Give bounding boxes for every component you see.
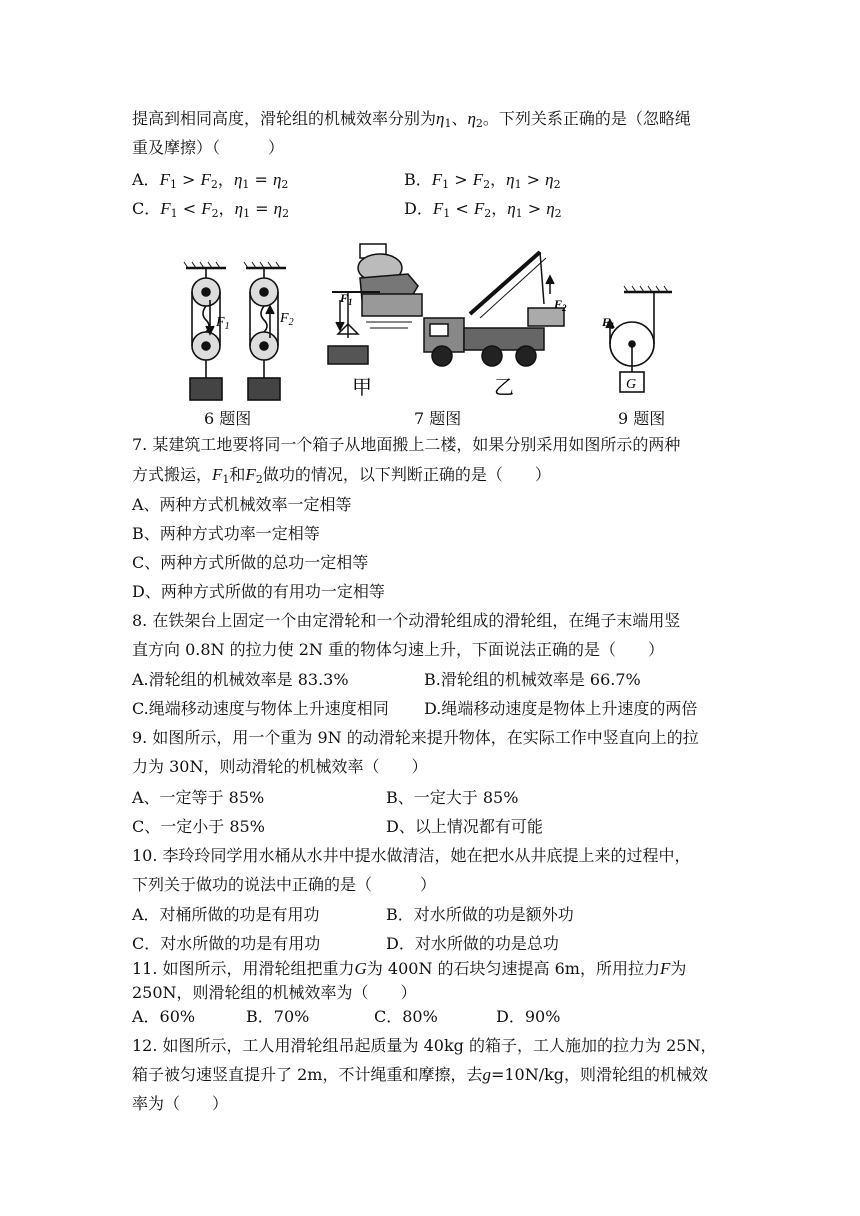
subscript: 1 <box>170 207 178 220</box>
q6-text-b: 。下列关系正确的是（忽略绳 <box>482 109 691 128</box>
subscript: 2 <box>553 178 561 191</box>
q9-option-c[interactable]: C、一定小于 85% <box>132 817 265 836</box>
q11-line-1 <box>132 958 686 980</box>
separator: ， <box>218 199 235 218</box>
figure-7-yi-label: 乙 <box>494 377 514 399</box>
subscript: 1 <box>444 117 452 130</box>
q10-option-b[interactable]: B．对水所做的功是额外功 <box>386 905 574 924</box>
q7-and: 和 <box>229 465 246 484</box>
subscript: 1 <box>442 178 450 191</box>
q9-option-b[interactable]: B、一定大于 85% <box>386 788 519 807</box>
q6-option-b[interactable] <box>404 169 561 191</box>
subscript: 2 <box>475 117 483 130</box>
f-symbol: F <box>432 199 444 218</box>
f-symbol: F <box>245 465 256 484</box>
q8-option-a[interactable]: A.滑轮组的机械效率是 83.3% <box>132 670 349 689</box>
subscript: 1 <box>515 207 523 220</box>
subscript: 1 <box>222 473 230 486</box>
q7-line-1: 7. 某建筑工地要将同一个箱子从地面搬上二楼，如果分别采用如图所示的两种 <box>132 435 681 454</box>
caption-figure-7: 7 题图 <box>414 409 462 428</box>
subscript: 1 <box>243 207 251 220</box>
operator: = <box>250 199 274 218</box>
subscript: 2 <box>483 178 491 191</box>
q7-text-b: 做功的情况，以下判断正确的是（ ） <box>262 465 551 484</box>
caption-figure-6: 6 题图 <box>204 409 252 428</box>
q6-line-2: 重及摩擦）（ ） <box>132 138 285 157</box>
subscript: 2 <box>282 207 290 220</box>
eta-symbol: η <box>436 109 445 128</box>
eta-symbol: η <box>233 170 243 189</box>
figure-9-movable-pulley <box>606 286 672 392</box>
subscript: 1 <box>169 178 177 191</box>
fig9-f-label: $F_1$ <box>602 315 615 331</box>
eta-symbol: η <box>545 170 554 189</box>
q10-line-1: 10. 李玲玲同学用水桶从水井中提水做清洁，她在把水从井底提上来的过程中， <box>132 846 691 865</box>
q10-option-d[interactable]: D．对水所做的功是总功 <box>386 934 559 953</box>
f2-label: $F_2$ <box>280 311 294 328</box>
yi-f2-label: $F_2$ <box>554 297 567 313</box>
separator: ， <box>217 170 234 189</box>
q10-option-a[interactable]: A．对桶所做的功是有用功 <box>132 905 320 924</box>
f-symbol: F <box>472 170 484 189</box>
figure-6-pulley-systems <box>184 262 286 400</box>
f-symbol: F <box>431 170 443 189</box>
q11-option-a[interactable]: A．60% <box>132 1007 196 1026</box>
option-label: B． <box>404 170 432 189</box>
q9-line-2: 力为 30N，则动滑轮的机械效率（ ） <box>132 757 428 776</box>
subscript: 2 <box>211 207 219 220</box>
figures-strip <box>0 238 860 408</box>
q11-text-b: 为 400N 的石块匀速提高 6m，所用拉力 <box>366 959 660 978</box>
eta-symbol: η <box>546 199 555 218</box>
jia-f1-label: $F_1$ <box>340 291 353 307</box>
q10-option-c[interactable]: C．对水所做的功是有用功 <box>132 934 321 953</box>
eta-symbol: η <box>507 199 516 218</box>
operator: = <box>249 170 273 189</box>
fig9-g-label: G <box>626 377 637 392</box>
q6-option-d[interactable] <box>404 198 562 220</box>
q11-line-2: 250N，则滑轮组的机械效率为（ ） <box>132 983 417 1002</box>
option-label: D． <box>404 199 433 218</box>
subscript: 1 <box>443 207 451 220</box>
q8-line-1: 8. 在铁架台上固定一个由定滑轮和一个动滑轮组成的滑轮组，在绳子末端用竖 <box>132 611 681 630</box>
q6-option-c[interactable] <box>132 198 289 220</box>
q6-text-a: 提高到相同高度，滑轮组的机械效率分别为 <box>132 109 437 128</box>
f-symbol: F <box>159 170 170 189</box>
q8-line-2: 直方向 0.8N 的拉力使 2N 重的物体匀速上升，下面说法正确的是（ ） <box>132 640 664 659</box>
subscript: 2 <box>554 207 562 220</box>
option-label: A． <box>132 170 160 189</box>
q7-option-c[interactable]: C、两种方式所做的总功一定相等 <box>132 553 369 572</box>
q8-option-b[interactable]: B.滑轮组的机械效率是 66.7% <box>424 670 641 689</box>
q7-option-b[interactable]: B、两种方式功率一定相等 <box>132 524 320 543</box>
operator: < <box>450 199 474 218</box>
f-symbol: F <box>473 199 485 218</box>
q12-text-b: =10N/kg，则滑轮组的机械效 <box>490 1065 709 1084</box>
subscript: 2 <box>255 473 263 486</box>
q11-option-b[interactable]: B．70% <box>246 1007 310 1026</box>
g-symbol: G <box>354 959 367 978</box>
eta-symbol: η <box>234 199 244 218</box>
f-symbol: F <box>659 959 671 978</box>
operator: > <box>521 170 546 189</box>
q12-line-1: 12. 如图所示，工人用滑轮组吊起质量为 40kg 的箱子，工人施加的拉力为 25N， <box>132 1036 717 1055</box>
eta-symbol: η <box>467 109 476 128</box>
subscript: 2 <box>210 178 218 191</box>
caption-figure-9: 9 题图 <box>618 409 666 428</box>
operator: < <box>177 199 202 218</box>
q9-line-1: 9. 如图所示，用一个重为 9N 的动滑轮来提升物体，在实际工作中竖直向上的拉 <box>132 728 699 747</box>
subscript: 1 <box>242 178 250 191</box>
eta-symbol: η <box>506 170 515 189</box>
figure-7-jia-label: 甲 <box>352 377 372 399</box>
q7-option-d[interactable]: D、两种方式所做的有用功一定相等 <box>132 582 385 601</box>
q8-option-c[interactable]: C.绳端移动速度与物体上升速度相同 <box>132 699 389 718</box>
q9-option-a[interactable]: A、一定等于 85% <box>132 788 265 807</box>
option-label: C． <box>132 199 161 218</box>
separator: ， <box>490 170 507 189</box>
q10-line-2: 下列关于做功的说法中正确的是（ ） <box>132 875 437 894</box>
subscript: 2 <box>484 207 492 220</box>
f-symbol: F <box>212 465 223 484</box>
q11-text-c: 为 <box>670 959 687 978</box>
operator: > <box>449 170 473 189</box>
q9-option-d[interactable]: D、以上情况都有可能 <box>386 817 543 836</box>
separator: ， <box>491 199 508 218</box>
f-symbol: F <box>200 170 211 189</box>
q12-line-2 <box>132 1064 708 1086</box>
g-symbol: g <box>482 1065 491 1084</box>
q6-line-1 <box>132 108 691 130</box>
subscript: 1 <box>514 178 522 191</box>
q6-option-a[interactable] <box>132 169 288 191</box>
q7-line-2 <box>132 464 551 486</box>
q11-option-d[interactable]: D．90% <box>496 1007 561 1026</box>
figure-7-yi-crane-truck <box>424 252 564 366</box>
operator: > <box>522 199 547 218</box>
eta-symbol: η <box>273 199 283 218</box>
q11-text-a: 11. 如图所示，用滑轮组把重力 <box>132 959 355 978</box>
q11-option-c[interactable]: C．80% <box>374 1007 438 1026</box>
f1-label: $F_1$ <box>216 315 230 332</box>
eta-symbol: η <box>272 170 282 189</box>
subscript: 2 <box>281 178 289 191</box>
separator: 、 <box>451 109 468 128</box>
q7-option-a[interactable]: A、两种方式机械效率一定相等 <box>132 495 352 514</box>
q7-text-a: 方式搬运， <box>132 465 213 484</box>
f-symbol: F <box>201 199 212 218</box>
q8-option-d[interactable]: D.绳端移动速度是物体上升速度的两倍 <box>424 699 698 718</box>
operator: > <box>176 170 201 189</box>
f-symbol: F <box>160 199 171 218</box>
q12-text-a: 箱子被匀速竖直提升了 2m，不计绳重和摩擦，去 <box>132 1065 483 1084</box>
q12-line-3: 率为（ ） <box>132 1094 229 1113</box>
